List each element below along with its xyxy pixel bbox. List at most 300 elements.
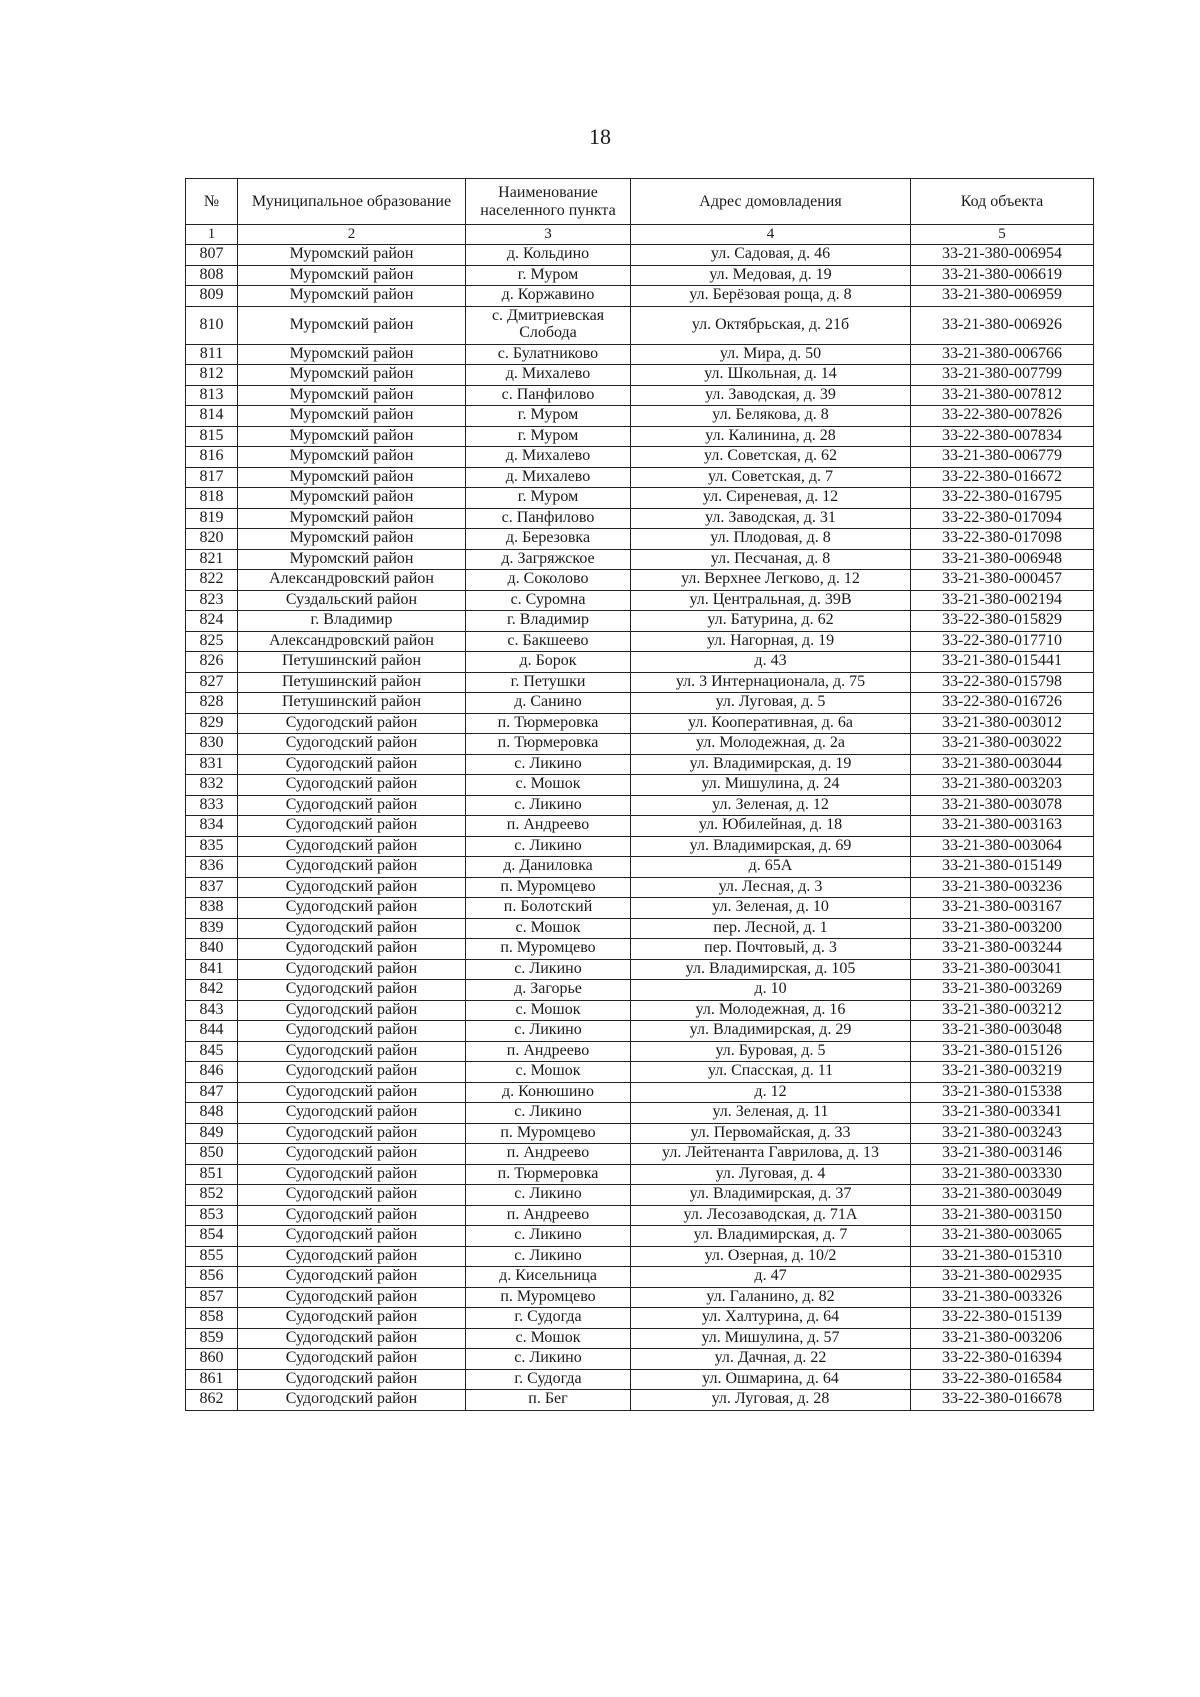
settlement-cell: с. Ликино [466, 1226, 631, 1247]
row-number-cell: 820 [186, 529, 238, 550]
address-cell: ул. Озерная, д. 10/2 [631, 1246, 911, 1267]
object-code-cell: 33-21-380-006619 [911, 265, 1094, 286]
address-cell: ул. Батурина, д. 62 [631, 611, 911, 632]
table-row [186, 1041, 1094, 1062]
settlement-cell: п. Андреево [466, 816, 631, 837]
address-cell: ул. Зеленая, д. 12 [631, 795, 911, 816]
row-number-cell: 850 [186, 1144, 238, 1165]
table-row [186, 590, 1094, 611]
object-code-cell: 33-21-380-003163 [911, 816, 1094, 837]
object-code-cell: 33-22-380-016672 [911, 467, 1094, 488]
address-cell: ул. Юбилейная, д. 18 [631, 816, 911, 837]
object-code-cell: 33-22-380-016678 [911, 1390, 1094, 1411]
address-cell: ул. Владимирская, д. 37 [631, 1185, 911, 1206]
row-number-cell: 852 [186, 1185, 238, 1206]
address-cell: ул. Владимирская, д. 29 [631, 1021, 911, 1042]
table-row [186, 754, 1094, 775]
table-row [186, 406, 1094, 427]
header-address: Адрес домовладения [631, 179, 911, 225]
row-number-cell: 835 [186, 836, 238, 857]
object-code-cell: 33-21-380-015149 [911, 857, 1094, 878]
column-number-row [186, 225, 1094, 245]
settlement-cell: с. Ликино [466, 754, 631, 775]
municipality-cell: Судогодский район [238, 1267, 466, 1288]
address-cell: ул. Октябрьская, д. 21б [631, 306, 911, 344]
row-number-cell: 857 [186, 1287, 238, 1308]
address-cell: ул. Кооперативная, д. 6а [631, 713, 911, 734]
row-number-cell: 827 [186, 672, 238, 693]
municipality-cell: Судогодский район [238, 816, 466, 837]
row-number-cell: 858 [186, 1308, 238, 1329]
address-cell: ул. Владимирская, д. 19 [631, 754, 911, 775]
address-cell: ул. 3 Интернационала, д. 75 [631, 672, 911, 693]
municipality-cell: Судогодский район [238, 1144, 466, 1165]
municipality-cell: Судогодский район [238, 775, 466, 796]
row-number-cell: 841 [186, 959, 238, 980]
row-number-cell: 854 [186, 1226, 238, 1247]
object-code-cell: 33-21-380-015441 [911, 652, 1094, 673]
object-code-cell: 33-21-380-003330 [911, 1164, 1094, 1185]
settlement-cell: с. Бакшеево [466, 631, 631, 652]
address-cell: ул. Заводская, д. 39 [631, 385, 911, 406]
row-number-cell: 844 [186, 1021, 238, 1042]
municipality-cell: Муромский район [238, 306, 466, 344]
address-cell: ул. Песчаная, д. 8 [631, 549, 911, 570]
settlement-cell: с. Ликино [466, 795, 631, 816]
settlement-cell: д. Михалево [466, 447, 631, 468]
municipality-cell: Муромский район [238, 265, 466, 286]
table-row [186, 693, 1094, 714]
municipality-cell: Судогодский район [238, 1308, 466, 1329]
object-code-cell: 33-21-380-002935 [911, 1267, 1094, 1288]
table-row [186, 467, 1094, 488]
object-code-cell: 33-22-380-017094 [911, 508, 1094, 529]
table-row [186, 1164, 1094, 1185]
settlement-cell: д. Кольдино [466, 245, 631, 266]
table-row [186, 877, 1094, 898]
table-row [186, 1062, 1094, 1083]
row-number-cell: 833 [186, 795, 238, 816]
table-row [186, 306, 1094, 344]
object-code-cell: 33-21-380-015126 [911, 1041, 1094, 1062]
settlement-cell: с. Ликино [466, 1246, 631, 1267]
settlement-cell: д. Конюшино [466, 1082, 631, 1103]
municipality-cell: Судогодский район [238, 1000, 466, 1021]
column-number: 5 [911, 225, 1094, 245]
municipality-cell: Петушинский район [238, 693, 466, 714]
table-row [186, 1185, 1094, 1206]
row-number-cell: 830 [186, 734, 238, 755]
row-number-cell: 862 [186, 1390, 238, 1411]
object-code-cell: 33-21-380-003064 [911, 836, 1094, 857]
row-number-cell: 845 [186, 1041, 238, 1062]
settlement-cell: п. Муромцево [466, 877, 631, 898]
municipality-cell: Александровский район [238, 570, 466, 591]
table-row [186, 652, 1094, 673]
settlement-cell: п. Андреево [466, 1144, 631, 1165]
municipality-cell: Судогодский район [238, 939, 466, 960]
address-cell: ул. Спасская, д. 11 [631, 1062, 911, 1083]
settlement-cell: п. Андреево [466, 1041, 631, 1062]
address-cell: ул. Ошмарина, д. 64 [631, 1369, 911, 1390]
settlement-cell: г. Петушки [466, 672, 631, 693]
settlement-cell: п. Бег [466, 1390, 631, 1411]
row-number-cell: 849 [186, 1123, 238, 1144]
municipality-cell: Муромский район [238, 245, 466, 266]
object-code-cell: 33-22-380-015829 [911, 611, 1094, 632]
object-code-cell: 33-21-380-003049 [911, 1185, 1094, 1206]
municipality-cell: Судогодский район [238, 1021, 466, 1042]
municipality-cell: Муромский район [238, 488, 466, 509]
settlement-cell: д. Борок [466, 652, 631, 673]
row-number-cell: 859 [186, 1328, 238, 1349]
settlement-cell: с. Ликино [466, 836, 631, 857]
settlement-cell: с. Мошок [466, 775, 631, 796]
table-row [186, 426, 1094, 447]
municipality-cell: Судогодский район [238, 898, 466, 919]
row-number-cell: 812 [186, 365, 238, 386]
object-code-cell: 33-21-380-003065 [911, 1226, 1094, 1247]
table-row [186, 795, 1094, 816]
address-cell: ул. Галанино, д. 82 [631, 1287, 911, 1308]
municipality-cell: Судогодский район [238, 713, 466, 734]
address-cell: ул. Белякова, д. 8 [631, 406, 911, 427]
settlement-cell: с. Мошок [466, 918, 631, 939]
object-code-cell: 33-21-380-000457 [911, 570, 1094, 591]
municipality-cell: Судогодский район [238, 1246, 466, 1267]
municipality-cell: Муромский район [238, 467, 466, 488]
column-number: 3 [466, 225, 631, 245]
municipality-cell: Судогодский район [238, 918, 466, 939]
object-code-cell: 33-22-380-017710 [911, 631, 1094, 652]
municipality-cell: Муромский район [238, 529, 466, 550]
address-cell: ул. Центральная, д. 39В [631, 590, 911, 611]
object-code-cell: 33-21-380-003219 [911, 1062, 1094, 1083]
municipality-cell: Судогодский район [238, 1287, 466, 1308]
address-cell: ул. Луговая, д. 28 [631, 1390, 911, 1411]
municipality-cell: Муромский район [238, 406, 466, 427]
municipality-cell: Муромский район [238, 365, 466, 386]
municipality-cell: Муромский район [238, 447, 466, 468]
object-code-cell: 33-21-380-003041 [911, 959, 1094, 980]
table-row [186, 1205, 1094, 1226]
table-row [186, 1123, 1094, 1144]
object-code-cell: 33-21-380-003078 [911, 795, 1094, 816]
table-row [186, 529, 1094, 550]
table-row [186, 1000, 1094, 1021]
settlement-cell: д. Березовка [466, 529, 631, 550]
municipality-cell: Муромский район [238, 508, 466, 529]
object-code-cell: 33-21-380-006959 [911, 286, 1094, 307]
settlement-cell: г. Судогда [466, 1369, 631, 1390]
settlement-cell: д. Михалево [466, 365, 631, 386]
object-code-cell: 33-21-380-006766 [911, 344, 1094, 365]
address-cell: ул. Зеленая, д. 10 [631, 898, 911, 919]
object-code-cell: 33-21-380-003012 [911, 713, 1094, 734]
table-row [186, 1349, 1094, 1370]
row-number-cell: 807 [186, 245, 238, 266]
settlement-cell: д. Загорье [466, 980, 631, 1001]
table-row [186, 447, 1094, 468]
address-cell: ул. Зеленая, д. 11 [631, 1103, 911, 1124]
object-code-cell: 33-21-380-015338 [911, 1082, 1094, 1103]
address-cell: ул. Мира, д. 50 [631, 344, 911, 365]
settlement-cell: с. Ликино [466, 1349, 631, 1370]
settlement-cell: с. Булатниково [466, 344, 631, 365]
municipality-cell: Муромский район [238, 344, 466, 365]
object-code-cell: 33-22-380-016795 [911, 488, 1094, 509]
row-number-cell: 856 [186, 1267, 238, 1288]
row-number-cell: 837 [186, 877, 238, 898]
address-cell: д. 65А [631, 857, 911, 878]
settlement-cell: п. Тюрмеровка [466, 734, 631, 755]
settlement-cell: с. Суромна [466, 590, 631, 611]
settlement-cell: с. Ликино [466, 1185, 631, 1206]
settlement-cell: с. Панфилово [466, 385, 631, 406]
column-number: 4 [631, 225, 911, 245]
municipality-cell: Муромский район [238, 549, 466, 570]
address-cell: ул. Дачная, д. 22 [631, 1349, 911, 1370]
object-code-cell: 33-21-380-007812 [911, 385, 1094, 406]
municipality-cell: Судогодский район [238, 836, 466, 857]
row-number-cell: 860 [186, 1349, 238, 1370]
address-cell: ул. Халтурина, д. 64 [631, 1308, 911, 1329]
settlement-cell: п. Тюрмеровка [466, 1164, 631, 1185]
header-settlement: Наименование населенного пункта [466, 179, 631, 225]
row-number-cell: 831 [186, 754, 238, 775]
settlement-cell: с. Ликино [466, 1021, 631, 1042]
municipality-cell: Судогодский район [238, 1062, 466, 1083]
municipality-cell: Судогодский район [238, 754, 466, 775]
object-code-cell: 33-21-380-003212 [911, 1000, 1094, 1021]
table-row [186, 488, 1094, 509]
object-code-cell: 33-21-380-007799 [911, 365, 1094, 386]
object-code-cell: 33-21-380-006926 [911, 306, 1094, 344]
address-cell: ул. Берёзовая роща, д. 8 [631, 286, 911, 307]
table-row [186, 611, 1094, 632]
object-code-cell: 33-21-380-003244 [911, 939, 1094, 960]
row-number-cell: 813 [186, 385, 238, 406]
table-row [186, 959, 1094, 980]
address-cell: ул. Мишулина, д. 24 [631, 775, 911, 796]
row-number-cell: 826 [186, 652, 238, 673]
row-number-cell: 853 [186, 1205, 238, 1226]
settlement-cell: д. Даниловка [466, 857, 631, 878]
table-row [186, 1226, 1094, 1247]
settlement-cell: д. Михалево [466, 467, 631, 488]
table-row [186, 1390, 1094, 1411]
row-number-cell: 840 [186, 939, 238, 960]
address-cell: д. 12 [631, 1082, 911, 1103]
address-cell: ул. Медовая, д. 19 [631, 265, 911, 286]
settlement-cell: с. Ликино [466, 959, 631, 980]
settlement-cell: г. Муром [466, 265, 631, 286]
row-number-cell: 846 [186, 1062, 238, 1083]
row-number-cell: 842 [186, 980, 238, 1001]
municipality-cell: Судогодский район [238, 959, 466, 980]
object-code-cell: 33-21-380-003236 [911, 877, 1094, 898]
address-cell: ул. Верхнее Легково, д. 12 [631, 570, 911, 591]
table-row [186, 898, 1094, 919]
municipality-cell: Муромский район [238, 286, 466, 307]
row-number-cell: 839 [186, 918, 238, 939]
object-code-cell: 33-22-380-016584 [911, 1369, 1094, 1390]
table-row [186, 508, 1094, 529]
settlement-cell: д. Коржавино [466, 286, 631, 307]
object-code-cell: 33-21-380-003044 [911, 754, 1094, 775]
row-number-cell: 808 [186, 265, 238, 286]
municipality-cell: Муромский район [238, 385, 466, 406]
settlement-cell: п. Муромцево [466, 939, 631, 960]
address-cell: пер. Лесной, д. 1 [631, 918, 911, 939]
address-cell: ул. Лесозаводская, д. 71А [631, 1205, 911, 1226]
address-cell: ул. Владимирская, д. 69 [631, 836, 911, 857]
address-cell: д. 10 [631, 980, 911, 1001]
address-cell: ул. Владимирская, д. 7 [631, 1226, 911, 1247]
settlement-cell: с. Панфилово [466, 508, 631, 529]
object-code-cell: 33-21-380-006948 [911, 549, 1094, 570]
row-number-cell: 851 [186, 1164, 238, 1185]
settlement-cell: п. Андреево [466, 1205, 631, 1226]
address-cell: ул. Школьная, д. 14 [631, 365, 911, 386]
settlement-cell: г. Муром [466, 488, 631, 509]
address-cell: ул. Молодежная, д. 2а [631, 734, 911, 755]
row-number-cell: 825 [186, 631, 238, 652]
address-cell: ул. Сиреневая, д. 12 [631, 488, 911, 509]
municipality-cell: Судогодский район [238, 1328, 466, 1349]
table-row [186, 918, 1094, 939]
settlement-cell: д. Санино [466, 693, 631, 714]
address-cell: д. 47 [631, 1267, 911, 1288]
table-row [186, 631, 1094, 652]
municipality-cell: Судогодский район [238, 1349, 466, 1370]
settlement-cell: с. Мошок [466, 1000, 631, 1021]
settlement-cell: г. Владимир [466, 611, 631, 632]
row-number-cell: 828 [186, 693, 238, 714]
table-row [186, 713, 1094, 734]
address-cell: ул. Молодежная, д. 16 [631, 1000, 911, 1021]
address-cell: ул. Советская, д. 62 [631, 447, 911, 468]
object-code-cell: 33-21-380-003048 [911, 1021, 1094, 1042]
address-cell: ул. Плодовая, д. 8 [631, 529, 911, 550]
object-code-cell: 33-21-380-006954 [911, 245, 1094, 266]
settlement-cell: п. Болотский [466, 898, 631, 919]
municipality-cell: Судогодский район [238, 1082, 466, 1103]
table-row [186, 1246, 1094, 1267]
row-number-cell: 824 [186, 611, 238, 632]
table-row [186, 980, 1094, 1001]
object-code-cell: 33-22-380-017098 [911, 529, 1094, 550]
header-municipality: Муниципальное образование [238, 179, 466, 225]
header-object-code: Код объекта [911, 179, 1094, 225]
municipality-cell: Судогодский район [238, 980, 466, 1001]
table-row [186, 1103, 1094, 1124]
object-code-cell: 33-21-380-003206 [911, 1328, 1094, 1349]
address-cell: ул. Буровая, д. 5 [631, 1041, 911, 1062]
table-row [186, 1082, 1094, 1103]
row-number-cell: 809 [186, 286, 238, 307]
row-number-cell: 815 [186, 426, 238, 447]
row-number-cell: 838 [186, 898, 238, 919]
row-number-cell: 810 [186, 306, 238, 344]
object-code-cell: 33-21-380-003269 [911, 980, 1094, 1001]
municipality-cell: Судогодский район [238, 1041, 466, 1062]
municipality-cell: Судогодский район [238, 1164, 466, 1185]
table-row [186, 775, 1094, 796]
table-row [186, 836, 1094, 857]
row-number-cell: 829 [186, 713, 238, 734]
object-code-cell: 33-21-380-003146 [911, 1144, 1094, 1165]
settlement-cell: г. Муром [466, 426, 631, 447]
row-number-cell: 861 [186, 1369, 238, 1390]
municipality-cell: Муромский район [238, 426, 466, 447]
address-cell: пер. Почтовый, д. 3 [631, 939, 911, 960]
municipality-cell: Петушинский район [238, 672, 466, 693]
address-cell: ул. Мишулина, д. 57 [631, 1328, 911, 1349]
page-number: 18 [589, 124, 611, 149]
settlement-cell: г. Муром [466, 406, 631, 427]
municipality-cell: г. Владимир [238, 611, 466, 632]
object-code-cell: 33-22-380-016726 [911, 693, 1094, 714]
row-number-cell: 811 [186, 344, 238, 365]
row-number-cell: 817 [186, 467, 238, 488]
object-code-cell: 33-22-380-015139 [911, 1308, 1094, 1329]
object-code-cell: 33-21-380-003326 [911, 1287, 1094, 1308]
object-code-cell: 33-21-380-003167 [911, 898, 1094, 919]
settlement-cell: п. Тюрмеровка [466, 713, 631, 734]
table-row [186, 1308, 1094, 1329]
settlement-cell: п. Муромцево [466, 1287, 631, 1308]
table-row [186, 857, 1094, 878]
object-code-cell: 33-22-380-007826 [911, 406, 1094, 427]
settlement-cell: с. Ликино [466, 1103, 631, 1124]
address-cell: ул. Луговая, д. 4 [631, 1164, 911, 1185]
settlement-cell: с. Мошок [466, 1062, 631, 1083]
settlement-cell: п. Муромцево [466, 1123, 631, 1144]
settlement-cell: д. Соколово [466, 570, 631, 591]
row-number-cell: 855 [186, 1246, 238, 1267]
object-code-cell: 33-22-380-007834 [911, 426, 1094, 447]
header-number: № [186, 179, 238, 225]
row-number-cell: 818 [186, 488, 238, 509]
municipality-cell: Судогодский район [238, 1103, 466, 1124]
municipality-cell: Судогодский район [238, 1185, 466, 1206]
municipality-cell: Судогодский район [238, 795, 466, 816]
object-code-cell: 33-21-380-003200 [911, 918, 1094, 939]
address-cell: ул. Садовая, д. 46 [631, 245, 911, 266]
municipality-cell: Судогодский район [238, 1226, 466, 1247]
address-cell: ул. Нагорная, д. 19 [631, 631, 911, 652]
table-row [186, 1369, 1094, 1390]
table-row [186, 570, 1094, 591]
table-row [186, 816, 1094, 837]
table-row [186, 385, 1094, 406]
header-row [186, 179, 1094, 225]
table-row [186, 672, 1094, 693]
municipality-cell: Петушинский район [238, 652, 466, 673]
row-number-cell: 819 [186, 508, 238, 529]
table-row [186, 286, 1094, 307]
object-code-cell: 33-21-380-003341 [911, 1103, 1094, 1124]
table-row [186, 265, 1094, 286]
row-number-cell: 823 [186, 590, 238, 611]
row-number-cell: 836 [186, 857, 238, 878]
settlement-cell: с. Мошок [466, 1328, 631, 1349]
address-cell: ул. Луговая, д. 5 [631, 693, 911, 714]
municipality-cell: Суздальский район [238, 590, 466, 611]
table-row [186, 1144, 1094, 1165]
row-number-cell: 821 [186, 549, 238, 570]
